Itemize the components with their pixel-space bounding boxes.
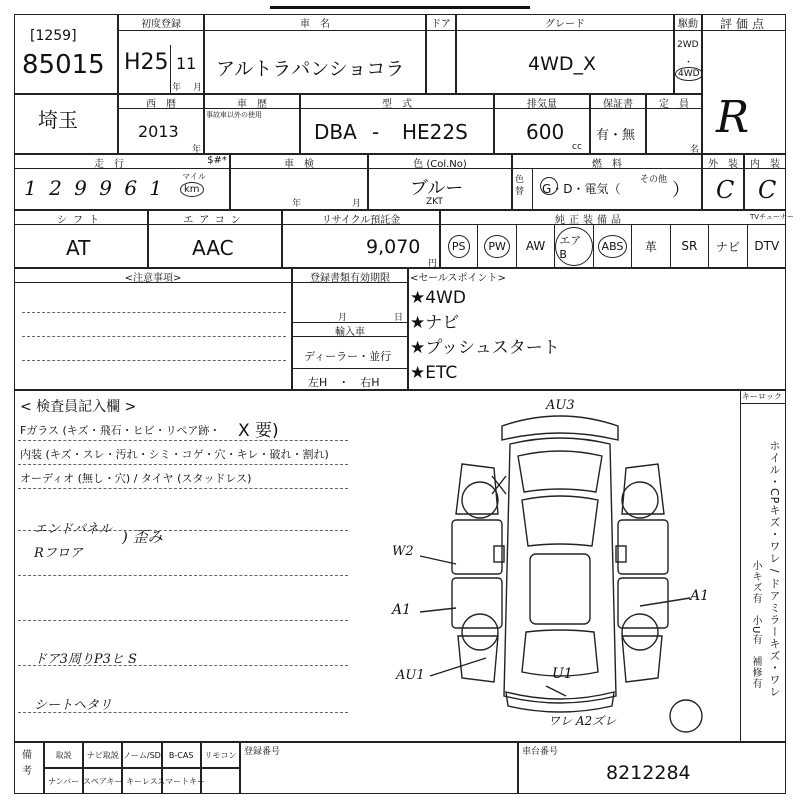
- handwritten-note-3: ) 歪み: [122, 528, 163, 546]
- interior-grade: C: [758, 176, 777, 204]
- mark-a1-right: A1: [690, 588, 710, 604]
- mark-a1-left: A1: [392, 602, 412, 618]
- mark-w2: W2: [392, 544, 414, 559]
- inspector-title: < 検査員記入欄 >: [20, 399, 137, 415]
- remarks-item: キーレス: [122, 768, 161, 794]
- mark-u1: U1: [552, 666, 573, 682]
- interior-line: 内装 (キズ・スレ・汚れ・シミ・コゲ・穴・キレ・破れ・割れ): [20, 448, 329, 461]
- score: R: [716, 92, 750, 143]
- warranty: 有・無: [596, 128, 636, 143]
- remarks-item: ナビ取説: [83, 742, 122, 768]
- equipment-item: ABS: [594, 224, 632, 268]
- remarks-item: 取説: [44, 742, 83, 768]
- title-strip: [270, 0, 530, 9]
- remarks-item: B-CAS: [162, 742, 201, 768]
- fuel-g-circle: [540, 177, 558, 195]
- color: ブルー: [410, 178, 464, 199]
- remarks-item: リモコン: [201, 742, 240, 768]
- equipment-item: ナビ: [709, 224, 747, 268]
- fglass-mark: X 要): [238, 421, 279, 441]
- mark-au3: AU3: [546, 398, 575, 413]
- sales-point: ★ナビ: [410, 313, 460, 333]
- car-name-label: 車 名: [300, 19, 330, 30]
- remarks-grid: [44, 742, 240, 794]
- equipment-list: [440, 224, 786, 268]
- mileage: 1 2 9 9 6 1: [24, 176, 166, 200]
- remarks-item: [201, 768, 240, 794]
- sales-point: ★プッシュスタート: [410, 338, 560, 358]
- ref-number: 85015: [22, 50, 105, 80]
- grade: 4WD_X: [528, 53, 597, 75]
- year: 2013: [138, 122, 179, 141]
- equipment-item: AW: [517, 224, 555, 268]
- dealer: ディーラー・並行: [304, 350, 392, 363]
- cc: 600: [526, 120, 565, 144]
- model-prefix: DBA: [314, 120, 357, 144]
- first-reg-label: 初度登録: [141, 19, 181, 30]
- remarks-item: ナンバー: [44, 768, 83, 794]
- equipment-item: DTV: [754, 239, 780, 253]
- equipment-item: エアB: [555, 224, 593, 268]
- lot-number: [1259]: [30, 28, 77, 44]
- handwritten-note-2: Rフロア: [34, 546, 83, 561]
- fuel: G・D・電気（: [542, 182, 621, 196]
- side-note-2: 小キズ有 小U有 補修有: [750, 560, 761, 690]
- car-name: アルトラパンショコラ: [216, 58, 405, 80]
- reg-no-cell: [240, 742, 518, 794]
- ac: AAC: [192, 236, 234, 260]
- sales-point: ★4WD: [410, 288, 466, 308]
- mark-au1: AU1: [396, 668, 425, 683]
- shift: AT: [66, 236, 91, 260]
- car-damage-diagram: [390, 396, 740, 740]
- color-code: ZKT: [426, 197, 443, 207]
- side-note: ホイル・CPキズ・ワレ / ドアミラーキズ・ワレ: [768, 440, 781, 699]
- audio-line: オーディオ (無し・穴) / タイヤ (スタッドレス): [20, 472, 252, 485]
- equipment-item: PW: [478, 224, 516, 268]
- drive-4wd-circled: 4WD: [675, 67, 703, 81]
- equipment-item: 革: [632, 224, 670, 268]
- equipment-item: SR: [671, 224, 709, 268]
- model-code: HE22S: [402, 120, 468, 144]
- mark-ware-a2: ワレ A2ズレ: [548, 714, 617, 728]
- equipment-item: PS: [440, 224, 478, 268]
- remarks-item: ノーム/SD: [122, 742, 161, 768]
- remarks-item: スペアキー: [83, 768, 122, 794]
- handwritten-note-4: ドア3周りP3ヒ S: [34, 652, 137, 667]
- chassis-number: 8212284: [606, 762, 691, 784]
- handle: 左H ・ 右H: [308, 376, 380, 389]
- exterior-grade: C: [716, 176, 735, 204]
- recycle: 9,070: [366, 236, 421, 258]
- mileage-unit-circled: km: [180, 182, 204, 197]
- region: 埼玉: [38, 108, 78, 132]
- handwritten-note-1: エンドパネル: [34, 522, 112, 537]
- handwritten-note-5: シートヘタリ: [34, 698, 113, 713]
- first-reg-month: 11: [176, 54, 197, 73]
- sales-point: ★ETC: [410, 363, 458, 383]
- fglass-line: Fガラス (キズ・飛石・ヒビ・リペア跡・: [20, 424, 221, 437]
- sales-points: [410, 286, 560, 386]
- remarks-item: スマートキー: [162, 768, 201, 794]
- caution-cell: [14, 268, 292, 390]
- first-reg-year: H25: [124, 50, 169, 75]
